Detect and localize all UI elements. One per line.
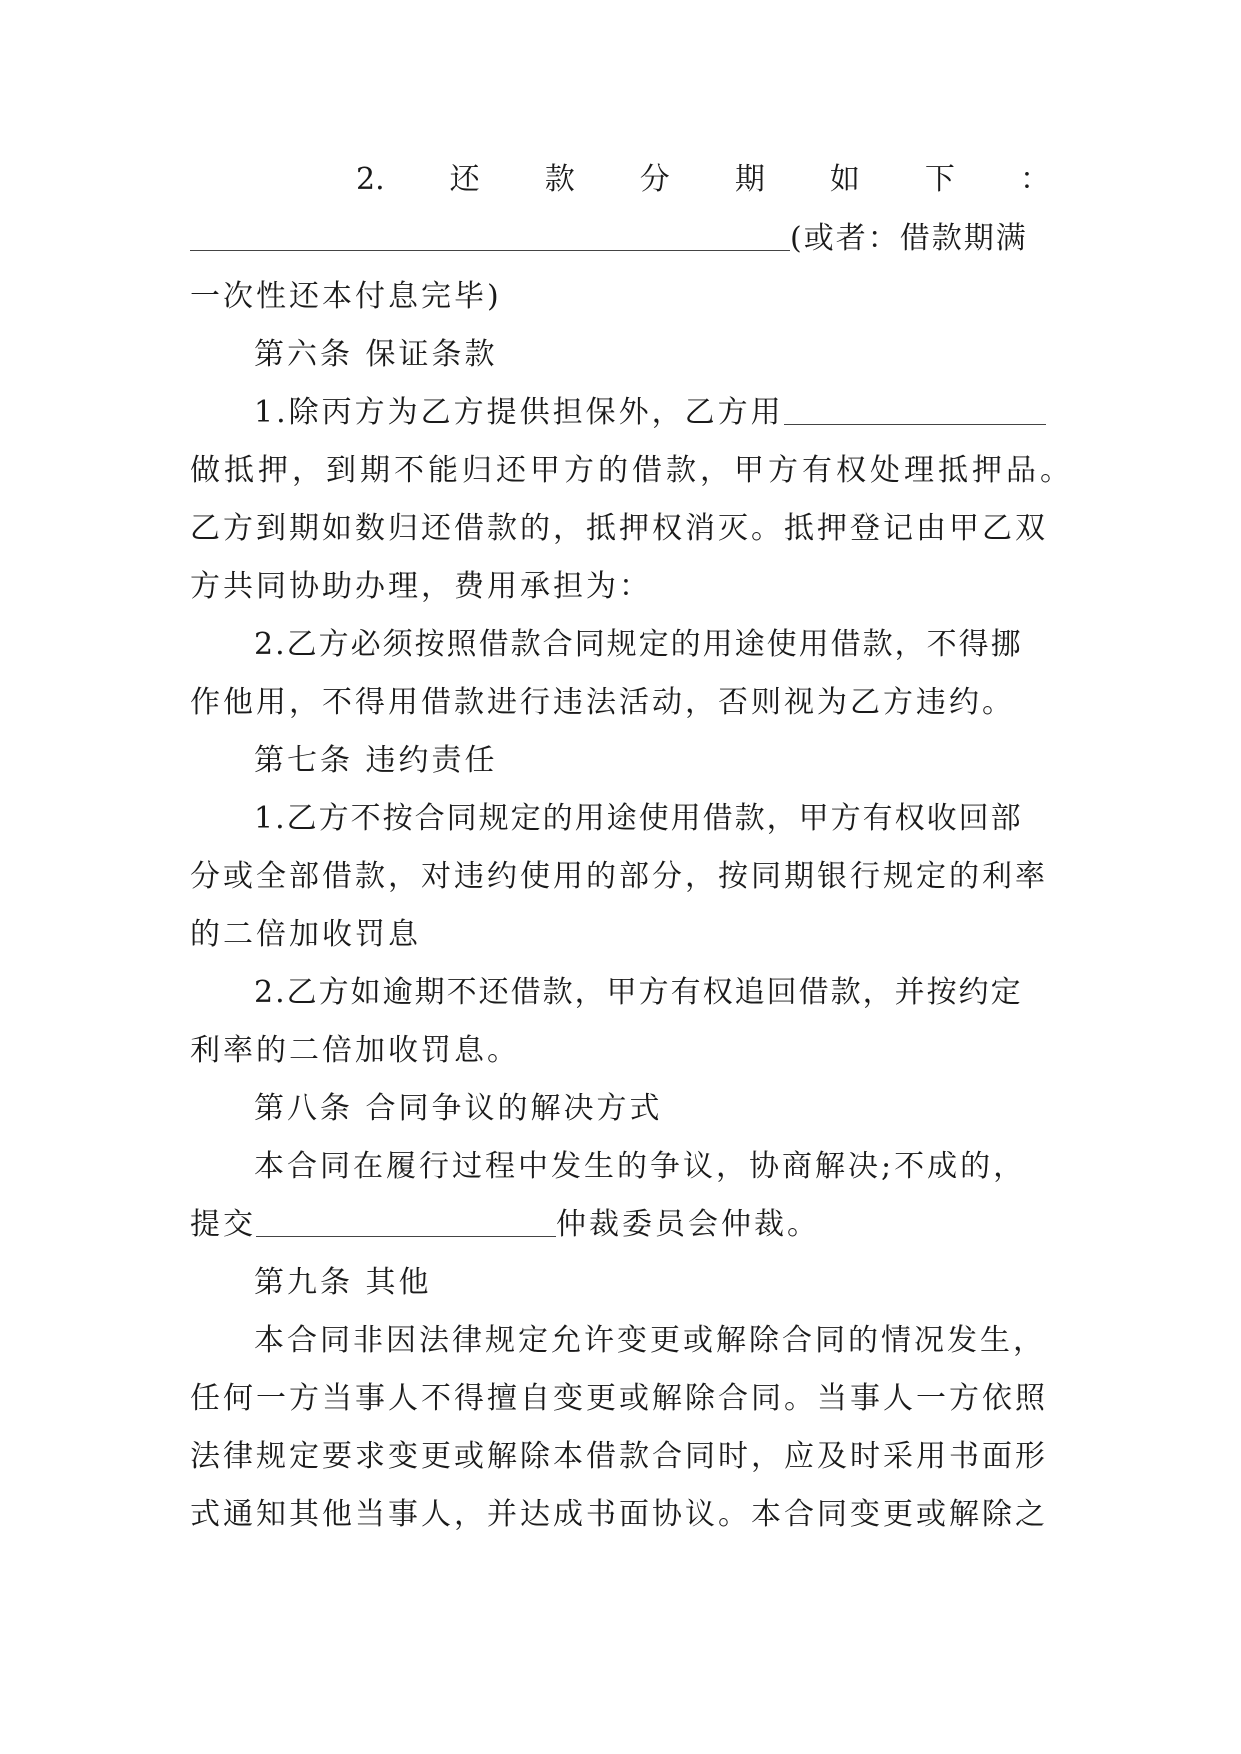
paragraph-line: 分或全部借款，对违约使用的部分，按同期银行规定的利率	[190, 859, 1048, 894]
article-7-heading: 第七条 违约责任	[254, 743, 498, 778]
paragraph-line: 式通知其他当事人，并达成书面协议。本合同变更或解除之	[190, 1497, 1048, 1532]
repayment-schedule-line	[190, 151, 1050, 209]
paragraph-line: 做抵押，到期不能归还甲方的借款，甲方有权处理抵押品。	[190, 453, 1074, 488]
line-text: (或者：借款期满	[790, 221, 1028, 256]
heading-char-7: ：	[1019, 162, 1050, 197]
heading-char-3: 分	[639, 162, 670, 197]
paragraph-line: 本合同非因法律规定允许变更或解除合同的情况发生，	[254, 1323, 1046, 1358]
schedule-blank	[190, 210, 790, 251]
heading-char-1: 还	[449, 162, 480, 197]
heading-char-4: 期	[734, 162, 765, 197]
line-text: 仲裁委员会仲裁。	[556, 1207, 820, 1242]
heading-char-2: 款	[544, 162, 575, 197]
paragraph-line: 作他用，不得用借款进行违法活动，否则视为乙方违约。	[190, 685, 1015, 720]
article-8-heading: 第八条 合同争议的解决方式	[254, 1091, 663, 1126]
paragraph-line: 方共同协助办理，费用承担为：	[190, 569, 652, 604]
paragraph-line: 利率的二倍加收罚息。	[190, 1033, 520, 1068]
paragraph-line: 1.乙方不按合同规定的用途使用借款，甲方有权收回部	[254, 801, 1023, 836]
paragraph-line: 乙方到期如数归还借款的，抵押权消灭。抵押登记由甲乙双	[190, 511, 1048, 546]
paragraph-line: 任何一方当事人不得擅自变更或解除合同。当事人一方依照	[190, 1381, 1048, 1416]
heading-char-6: 下	[924, 162, 955, 197]
repayment-blank-line	[190, 210, 1050, 268]
collateral-blank	[784, 384, 1046, 425]
paragraph-line: 2.乙方如逾期不还借款，甲方有权追回借款，并按约定	[254, 975, 1023, 1010]
heading-char-5: 如	[829, 162, 860, 197]
article-9-heading: 第九条 其他	[254, 1265, 432, 1300]
paragraph-line: 一次性还本付息完毕)	[190, 279, 502, 314]
article-6-heading: 第六条 保证条款	[254, 337, 498, 372]
arbitration-blank	[256, 1196, 556, 1237]
line-text: 1.除丙方为乙方提供担保外，乙方用	[254, 395, 784, 430]
item-number: 2.	[356, 162, 385, 197]
paragraph-line	[190, 1196, 1050, 1254]
paragraph-line	[190, 384, 1050, 442]
paragraph-line: 法律规定要求变更或解除本借款合同时，应及时采用书面形	[190, 1439, 1048, 1474]
line-text: 提交	[190, 1207, 256, 1242]
paragraph-line: 的二倍加收罚息	[190, 917, 421, 952]
paragraph-line: 本合同在履行过程中发生的争议，协商解决;不成的，	[254, 1149, 1027, 1184]
paragraph-line: 2.乙方必须按照借款合同规定的用途使用借款，不得挪	[254, 627, 1023, 662]
